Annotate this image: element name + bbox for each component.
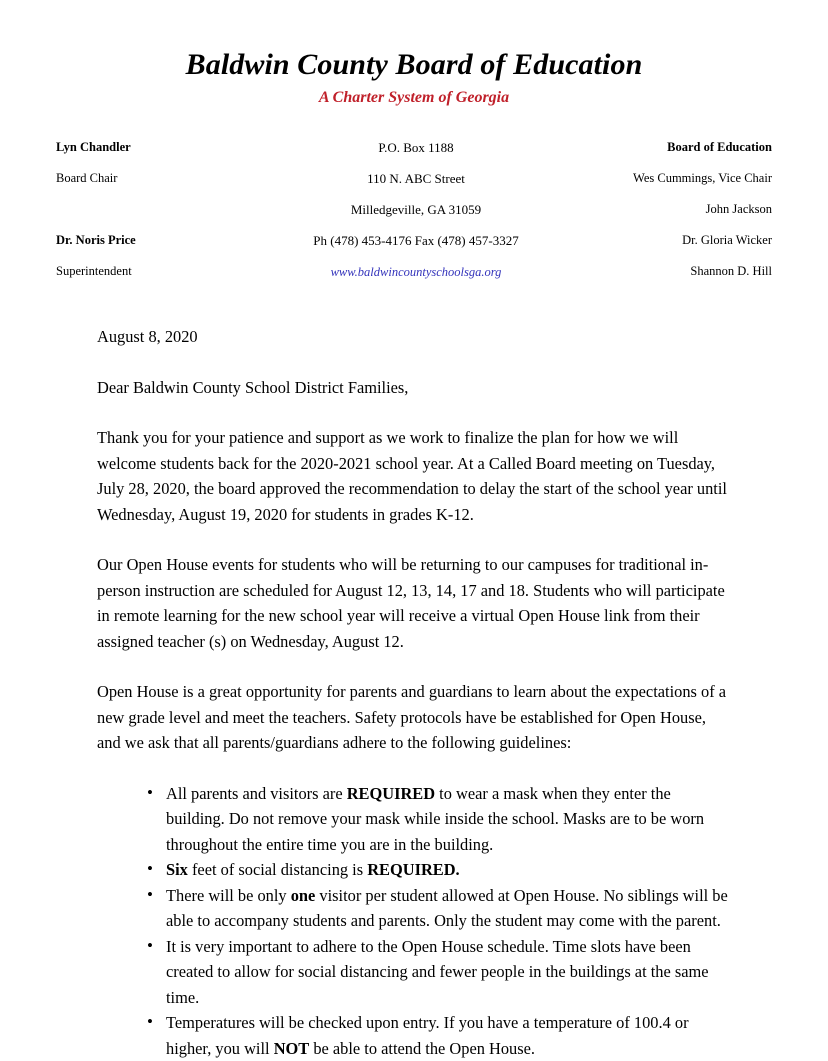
superintendent-title: Superintendent: [56, 256, 271, 287]
letter-paragraph-2: Our Open House events for students who will be returning to our campuses for traditional in-person instruction are scheduled for August 12, 13, 14, 17 and 18. Students who will participate in remote learning for the new school year will receive a virtual Open House link from their assigned teacher (s) on Wednesday, August 12.: [97, 552, 730, 654]
guideline-item: [147, 934, 730, 1011]
address-street: 110 N. ABC Street: [271, 163, 561, 194]
letter-date: August 8, 2020: [97, 324, 730, 350]
guideline-text: Temperatures will be checked upon entry. If you have a temperature of 100.4 or higher, you will: [166, 1013, 689, 1058]
phone-fax-line: Ph (478) 453-4176 Fax (478) 457-3327: [271, 225, 561, 256]
guideline-item: [147, 857, 730, 883]
contact-right-column: [561, 132, 772, 287]
letter-body: [0, 324, 828, 1061]
emphasis-text: one: [291, 886, 316, 905]
address-po-box: P.O. Box 1188: [271, 132, 561, 163]
board-member-shannon-hill: Shannon D. Hill: [561, 256, 772, 287]
website-line: [271, 256, 561, 288]
guideline-text: There will be only: [166, 886, 291, 905]
organization-subtitle: A Charter System of Georgia: [0, 88, 828, 108]
superintendent-name: Dr. Noris Price: [56, 225, 271, 256]
letterhead: [0, 0, 828, 108]
board-of-education-heading: Board of Education: [561, 132, 772, 163]
contact-center-column: [271, 132, 561, 288]
address-city-state-zip: Milledgeville, GA 31059: [271, 194, 561, 225]
board-member-vice-chair: Wes Cummings, Vice Chair: [561, 163, 772, 194]
guideline-text: to wear a mask when they enter the building. Do not remove your mask while inside the school. Masks are to be worn throughout the entire time you are in the building.: [166, 784, 704, 854]
letter-salutation: Dear Baldwin County School District Families,: [97, 375, 730, 401]
guideline-text: visitor per student allowed at Open House. No siblings will be able to accompany students and parents. Only the student may come with the parent.: [166, 886, 728, 931]
guideline-text: All parents and visitors are: [166, 784, 347, 803]
board-member-gloria-wicker: Dr. Gloria Wicker: [561, 225, 772, 256]
guideline-text: be able to attend the Open House.: [309, 1039, 535, 1058]
board-chair-name: Lyn Chandler: [56, 132, 271, 163]
guideline-text: feet of social distancing is: [188, 860, 367, 879]
contact-header: [0, 132, 828, 288]
organization-title: Baldwin County Board of Education: [0, 48, 828, 82]
board-chair-title: Board Chair: [56, 163, 271, 194]
letter-paragraph-3: Open House is a great opportunity for parents and guardians to learn about the expectations of a new grade level and meet the teachers. Safety protocols have be established for Open House, and we ask that all parents/guardians adhere to the following guidelines:: [97, 679, 730, 756]
emphasis-text: REQUIRED: [347, 784, 435, 803]
guideline-text: It is very important to adhere to the Open House schedule. Time slots have been created to allow for social distancing and fewer people in the buildings at the same time.: [166, 937, 709, 1007]
guideline-item: [147, 883, 730, 934]
left-column-spacer: [56, 194, 271, 225]
emphasis-text: Six: [166, 860, 188, 879]
contact-left-column: [56, 132, 271, 287]
guideline-item: [147, 781, 730, 858]
emphasis-text: NOT: [274, 1039, 310, 1058]
guideline-item: [147, 1010, 730, 1061]
guidelines-list: [97, 781, 730, 1061]
website-link[interactable]: www.baldwincountyschoolsga.org: [331, 265, 502, 279]
letter-paragraph-1: Thank you for your patience and support as we work to finalize the plan for how we will welcome students back for the 2020-2021 school year. At a Called Board meeting on Tuesday, July 28, 2020, the board approved the recommendation to delay the start of the school year until Wednesday, August 19, 2020 for students in grades K-12.: [97, 425, 730, 527]
emphasis-text: REQUIRED.: [367, 860, 459, 879]
board-member-john-jackson: John Jackson: [561, 194, 772, 225]
